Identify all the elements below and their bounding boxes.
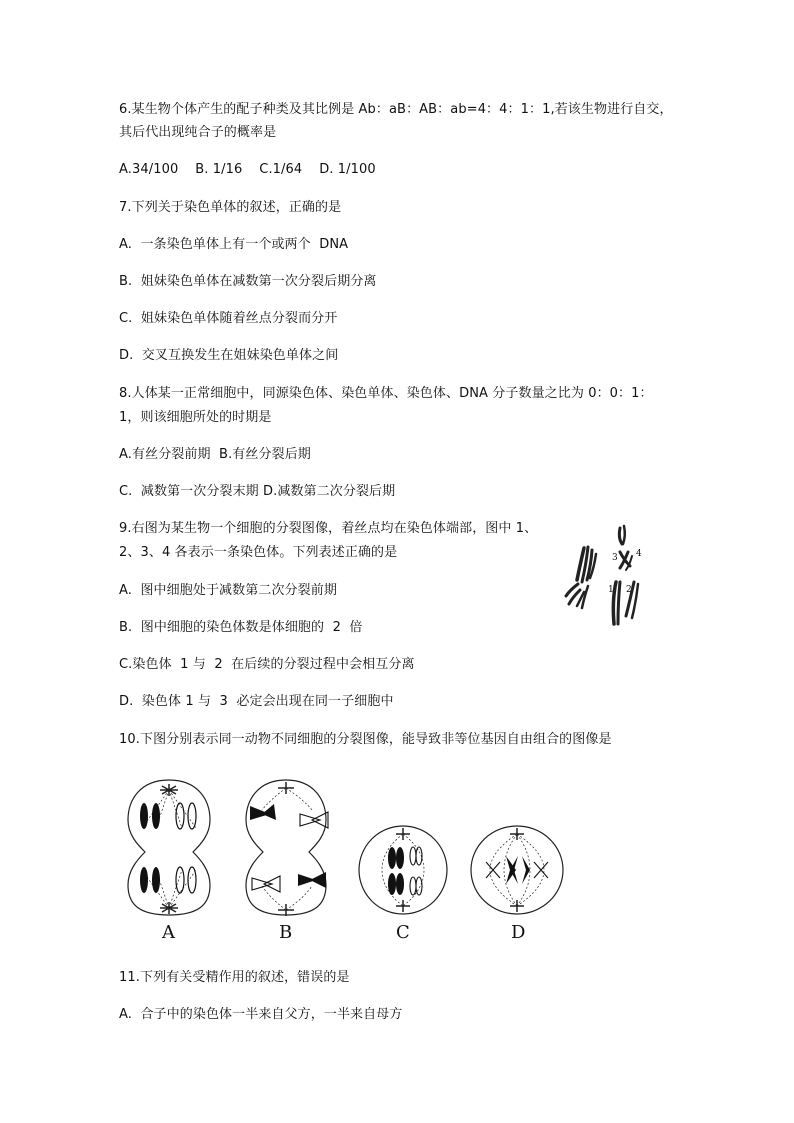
q9-label-1: 1 xyxy=(608,585,614,595)
cell-d-label: D xyxy=(511,922,526,943)
cell-d-diagram xyxy=(471,826,563,914)
cell-a-label: A xyxy=(162,922,175,943)
q8-options-ab: A.有丝分裂前期 B.有丝分裂后期 xyxy=(119,447,311,462)
q9-stem-line1: 9.右图为某生物一个细胞的分裂图像，着丝点均在染色体端部，图中 1、 xyxy=(119,521,538,536)
q6-stem-line1: 6.某生物个体产生的配子种类及其比例是 Ab：aB：AB：ab=4：4：1：1,若该生物进行自交， xyxy=(119,102,673,117)
q9-label-4: 4 xyxy=(636,549,642,559)
q8-options-cd: C. 减数第一次分裂末期 D.减数第二次分裂后期 xyxy=(119,484,396,499)
q7-option-d: D. 交叉互换发生在姐妹染色单体之间 xyxy=(119,348,339,363)
q10-cell-figure xyxy=(120,770,570,945)
q6-stem-line2: 其后代出现纯合子的概率是 xyxy=(119,125,277,140)
q11-stem: 11.下列有关受精作用的叙述，错误的是 xyxy=(119,970,350,985)
cell-c-label: C xyxy=(396,922,410,943)
q7-option-c: C. 姐妹染色单体随着丝点分裂而分开 xyxy=(119,311,338,326)
q9-option-a: A. 图中细胞处于减数第二次分裂前期 xyxy=(119,583,337,598)
q8-stem-line1: 8.人体某一正常细胞中，同源染色体、染色单体、染色体、DNA 分子数量之比为 0：0：1： xyxy=(119,386,653,401)
q9-option-d: D. 染色体 1 与 3 必定会出现在同一子细胞中 xyxy=(119,694,394,709)
q6-options: A.34/100 B. 1/16 C.1/64 D. 1/100 xyxy=(119,162,376,177)
q9-option-b: B. 图中细胞的染色体数是体细胞的 2 倍 xyxy=(119,620,363,635)
q7-option-b: B. 姐妹染色单体在减数第一次分裂后期分离 xyxy=(119,274,377,289)
q9-option-c: C.染色体 1 与 2 在后续的分裂过程中会相互分离 xyxy=(119,657,415,672)
q9-stem-line2: 2、3、4 各表示一条染色体。下列表述正确的是 xyxy=(119,545,398,560)
q9-label-2: 2 xyxy=(626,585,632,595)
q7-option-a: A. 一条染色单体上有一个或两个 DNA xyxy=(119,237,349,252)
q10-stem: 10.下图分别表示同一动物不同细胞的分裂图像，能导致非等位基因自由组合的图像是 xyxy=(119,732,612,747)
q11-option-a: A. 合子中的染色体一半来自父方，一半来自母方 xyxy=(119,1007,403,1022)
cell-b-label: B xyxy=(279,922,293,943)
q7-stem: 7.下列关于染色单体的叙述，正确的是 xyxy=(119,200,342,215)
q8-stem-line2: 1，则该细胞所处的时期是 xyxy=(119,410,272,425)
cell-a-diagram xyxy=(128,780,210,915)
q9-label-3: 3 xyxy=(612,553,618,563)
cell-c-diagram xyxy=(359,826,447,914)
q9-chromosome-figure xyxy=(560,520,650,630)
cell-b-diagram xyxy=(246,780,328,916)
